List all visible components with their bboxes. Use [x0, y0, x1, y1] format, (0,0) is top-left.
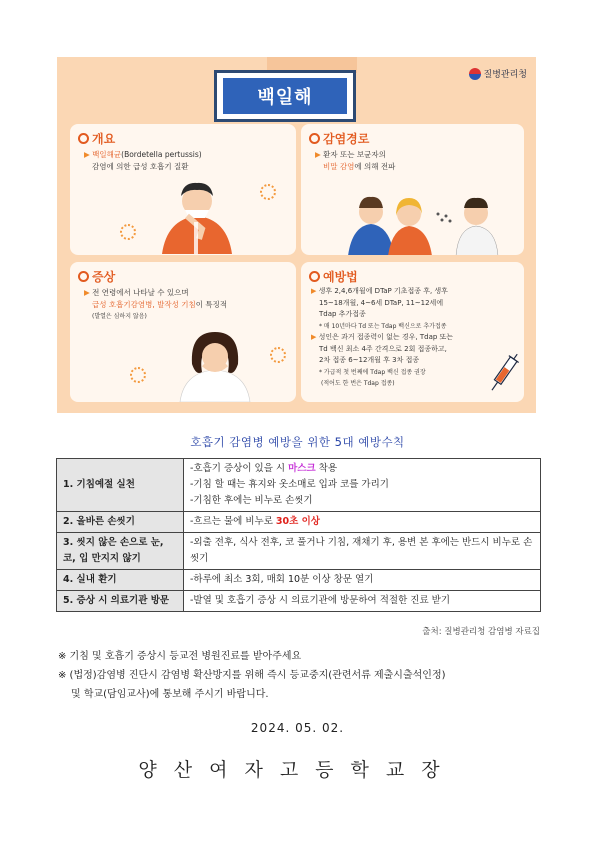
rule-highlight: 마스크 — [288, 463, 316, 474]
notice-notes — [58, 647, 543, 704]
pertussis-poster — [57, 57, 536, 413]
overview-latin-name: (Bordetella pertussis) — [121, 150, 202, 159]
symptom-heading — [78, 268, 115, 285]
rule-detail-line — [190, 461, 534, 477]
symptom-keyword: 급성 호흡기감염병, 발작성 기침 — [92, 300, 196, 309]
panel-prevention — [301, 262, 524, 402]
kdca-name: 질병관리청 — [483, 70, 527, 80]
rule-detail — [184, 533, 541, 570]
note-line: 및 학교(담임교사)에 통보해 주시기 바랍니다. — [71, 689, 269, 700]
prevention-text — [311, 286, 453, 390]
rule-text: -기침 할 때는 휴지와 옷소매로 입과 코를 가리기 — [190, 479, 389, 490]
virus-icon — [120, 224, 136, 240]
rule-label: 3. 씻지 않은 손으로 눈, 코, 입 만지지 않기 — [57, 533, 184, 570]
note-line: ※ 기침 및 호흡기 증상시 등교전 병원진료를 받아주세요 — [58, 651, 302, 662]
route-line-2 — [323, 161, 395, 173]
poster-title-frame — [214, 70, 356, 122]
overview-line-2: 감염에 의한 급성 호흡기 질환 — [92, 162, 189, 171]
virus-icon — [260, 184, 276, 200]
rule-detail — [184, 512, 541, 533]
virus-icon — [130, 367, 146, 383]
rule-text: -흐르는 물에 비누로 — [190, 516, 276, 527]
table-row — [57, 533, 541, 570]
prevention-line: Tdap 추가접종 — [319, 310, 366, 318]
rule-detail-line — [190, 477, 534, 493]
prevention-line-text: 성인은 과거 접종력이 없는 경우, Tdap 또는 — [318, 333, 454, 341]
virus-icon — [270, 347, 286, 363]
symptom-line-2-text: 이 특징적 — [195, 300, 228, 309]
prevention-rules-table — [56, 458, 541, 612]
bullet-ring-icon — [309, 271, 320, 282]
overview-keyword: 백일해균 — [92, 150, 122, 159]
rule-detail — [184, 591, 541, 612]
prevention-line: 2차 접종 6~12개월 후 3차 접종 — [319, 356, 420, 364]
kdca-emblem-icon — [469, 68, 481, 80]
bullet-ring-icon — [78, 271, 89, 282]
route-line-1: ▶ 환자 또는 보균자의 — [315, 150, 386, 159]
rule-highlight: 30초 이상 — [275, 516, 320, 527]
rule-detail — [184, 570, 541, 591]
rule-text: 착용 — [315, 463, 338, 474]
bullet-ring-icon — [309, 133, 320, 144]
note-line: ※ (법정)감염병 진단시 감염병 확산방지를 위해 즉시 등교중지(관련서류 제출시출석인정) — [58, 670, 446, 681]
symptom-line-1-text: 전 연령에서 나타날 수 있으며 — [92, 288, 189, 297]
route-heading — [309, 130, 369, 147]
syringe-icon — [489, 348, 519, 398]
bullet-ring-icon — [78, 133, 89, 144]
prevention-line: ▶ 성인은 과거 접종력이 없는 경우, Tdap 또는 — [311, 333, 454, 341]
coughing-woman-illustration — [170, 324, 260, 402]
rule-label: 4. 실내 환기 — [57, 570, 184, 591]
panel-symptom — [70, 262, 296, 402]
symptom-heading-text: 증상 — [92, 270, 116, 284]
rule-detail-line — [190, 514, 534, 530]
prevention-note: * 매 10년마다 Td 또는 Tdap 백신으로 추가접종 — [319, 322, 447, 330]
overview-heading-text: 개요 — [92, 132, 116, 146]
symptom-line-3: (발열은 심하지 않음) — [92, 313, 147, 320]
prevention-heading-text: 예방법 — [323, 270, 358, 284]
rule-detail-line — [190, 535, 534, 567]
rule-detail-line — [190, 572, 534, 588]
signature: 양산여자고등학교장 — [138, 759, 457, 781]
rule-label: 5. 증상 시 의료기관 방문 — [57, 591, 184, 612]
panel-overview — [70, 124, 296, 255]
prevention-line-text: 생후 2,4,6개월에 DTaP 기초접종 후, 생후 — [318, 287, 448, 295]
table-row — [57, 570, 541, 591]
symptom-line-1: ▶ 전 연령에서 나타날 수 있으며 — [84, 288, 189, 297]
overview-heading — [78, 130, 115, 147]
poster-title: 백일해 — [223, 78, 347, 114]
prevention-line: ▶ 생후 2,4,6개월에 DTaP 기초접종 후, 생후 — [311, 287, 448, 295]
rule-text: -외출 전후, 식사 전후, 코 풀거나 기침, 재채기 후, 용변 본 후에는 반드시 비누로 손 씻기 — [190, 537, 533, 564]
symptom-line-2 — [92, 299, 227, 311]
rule-text: -발열 및 호흡기 증상 시 의료기관에 방문하여 적절한 진료 받기 — [190, 595, 451, 606]
table-row — [57, 512, 541, 533]
panel-route — [301, 124, 524, 255]
overview-line-1: ▶ 백일해균(Bordetella pertussis) — [84, 150, 202, 159]
people-droplet-illustration — [346, 186, 521, 255]
table-row — [57, 459, 541, 512]
prevention-line: Td 백신 최소 4주 간격으로 2회 접종하고, — [319, 344, 447, 353]
kdca-logo — [469, 67, 527, 80]
rule-text: -기침한 후에는 비누로 손씻기 — [190, 495, 313, 506]
route-line-1-text: 환자 또는 보균자의 — [323, 150, 386, 159]
prevention-note: (적어도 한 번은 Tdap 접종) — [321, 380, 395, 387]
source-caption: 출처: 질병관리청 감염병 자료집 — [422, 627, 540, 637]
route-line-2-text: 에 의해 전파 — [354, 162, 396, 171]
document-date: 2024. 05. 02. — [250, 721, 345, 735]
prevention-heading — [309, 268, 358, 285]
rule-label: 1. 기침예절 실천 — [57, 459, 184, 512]
rule-detail — [184, 459, 541, 512]
rule-text: -하루에 최소 3회, 매회 10분 이상 창문 열기 — [190, 574, 374, 585]
rule-detail-line — [190, 493, 534, 509]
rule-detail-line — [190, 593, 534, 609]
table-row — [57, 591, 541, 612]
rule-label: 2. 올바른 손씻기 — [57, 512, 184, 533]
document-title: 호흡기 감염병 예방을 위한 5대 예방수칙 — [190, 435, 405, 449]
route-heading-text: 감염경로 — [323, 132, 370, 146]
coughing-man-illustration — [147, 174, 247, 254]
prevention-note: * 가급적 첫 번째에 Tdap 백신 접종 권장 — [319, 368, 426, 376]
route-keyword: 비말 감염 — [323, 162, 355, 171]
rule-text: -호흡기 증상이 있을 시 — [190, 463, 289, 474]
prevention-line: 15~18개월, 4~6세 DTaP, 11~12세에 — [319, 298, 444, 307]
